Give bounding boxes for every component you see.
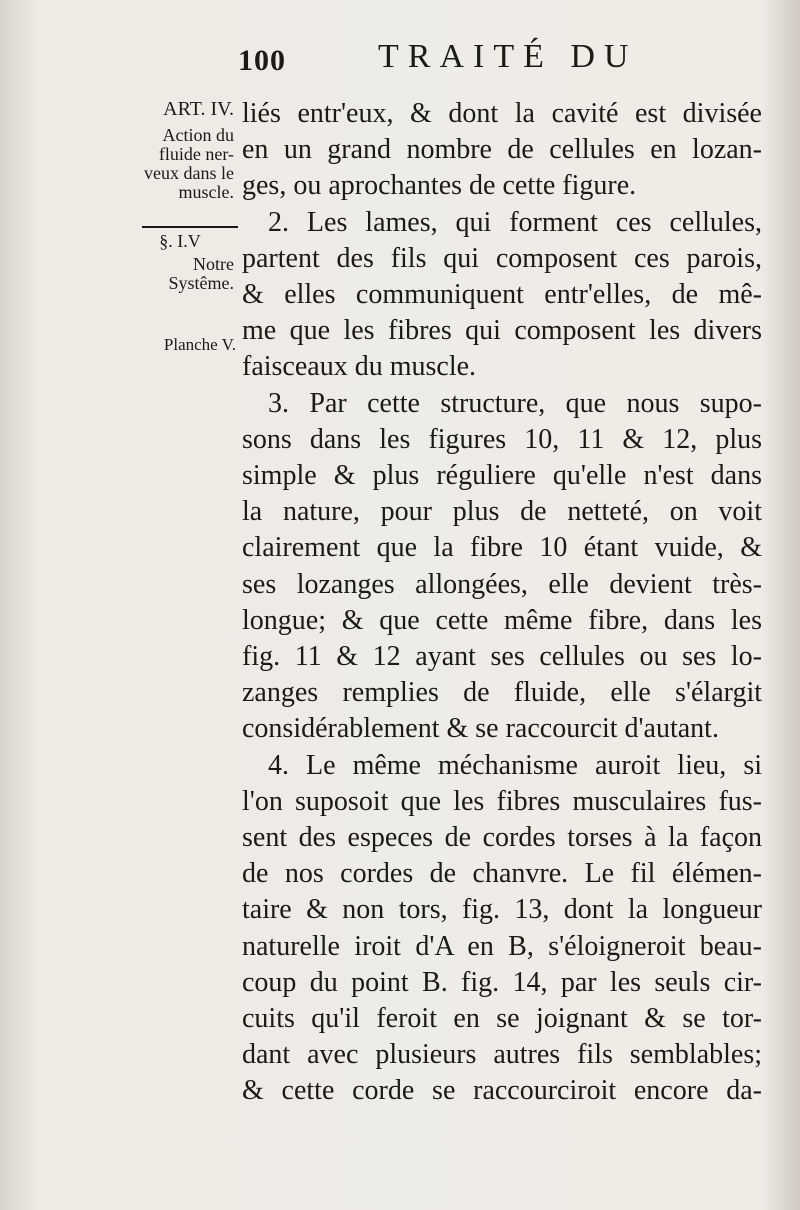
text-line: 2. Les lames, qui forment ces cellules,	[268, 206, 762, 238]
text-line: fig. 11 & 12 ayant ses cellules ou ses lo-	[242, 641, 762, 673]
text-line: l'on suposoit que les fibres musculaires fus-	[242, 785, 762, 817]
text-line: zanges remplies de fluide, elle s'élargit	[242, 677, 762, 709]
text-line: simple & plus réguliere qu'elle n'est dans	[242, 460, 762, 492]
margin-system: Notre Systême.	[168, 254, 234, 293]
margin-article: ART. IV.	[163, 98, 234, 120]
text-line: sons dans les figures 10, 11 & 12, plus	[242, 423, 762, 455]
text-line: en un grand nombre de cellules en lozan-	[242, 134, 762, 166]
text-line: dant avec plusieurs autres fils semblables;	[242, 1039, 762, 1071]
text-line: partent des fils qui composent ces parois,	[242, 242, 762, 274]
text-line: ges, ou aprochantes de cette figure.	[242, 170, 637, 202]
text-line: coup du point B. fig. 14, par les seuls cir-	[242, 966, 762, 998]
text-line: naturelle iroit d'A en B, s'éloigneroit beau-	[242, 930, 762, 962]
margin-section: §. I.V	[159, 231, 201, 251]
text-line: & cette corde se raccourciroit encore da-	[242, 1075, 762, 1107]
margin-action-note: Action du fluide ner-veux dans le muscle.	[144, 125, 234, 202]
text-line: clairement que la fibre 10 étant vuide, &	[242, 532, 762, 564]
text-line: de nos cordes de chanvre. Le fil élémen-	[242, 858, 762, 890]
body-text	[242, 96, 762, 1110]
text-line: ses lozanges allongées, elle devient très-	[242, 568, 762, 600]
margin-rule	[142, 226, 238, 228]
page-header	[238, 38, 758, 88]
text-line: & elles communiquent entr'elles, de mê-	[242, 279, 762, 311]
text-line: la nature, pour plus de netteté, on voit	[242, 496, 762, 528]
text-line: me que les fibres qui composent les divers	[242, 315, 762, 347]
text-line: longue; & que cette même fibre, dans les	[242, 604, 762, 636]
running-title: TRAITÉ DU	[378, 38, 638, 75]
text-line: cuits qu'il feroit en se joignant & se tor-	[242, 1003, 762, 1035]
text-line: liés entr'eux, & dont la cavité est divisée	[242, 98, 762, 129]
text-line: 3. Par cette structure, que nous supo-	[268, 387, 762, 419]
margin-planche: Planche V.	[163, 335, 236, 354]
text-line: 4. Le même méchanisme auroit lieu, si	[268, 749, 762, 781]
text-line: considérablement & se raccourcit d'autant.	[242, 713, 719, 745]
text-line: faisceaux du muscle.	[242, 351, 477, 383]
page-number: 100	[238, 44, 286, 77]
text-line: sent des especes de cordes torses à la façon	[242, 822, 762, 854]
text-line: taire & non tors, fig. 13, dont la longueur	[242, 894, 762, 926]
